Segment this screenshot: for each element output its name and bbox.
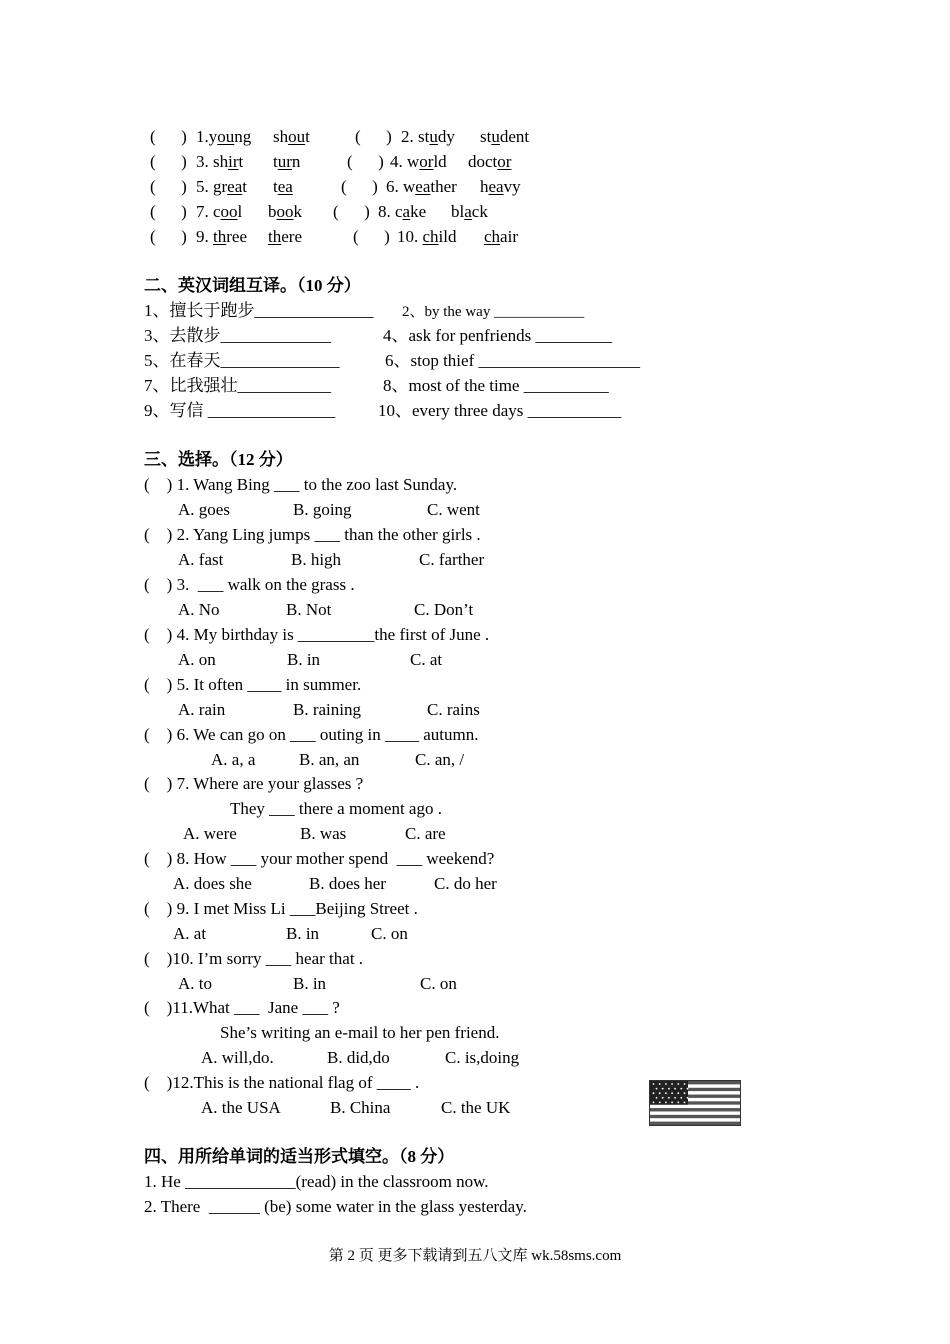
flag-stripe bbox=[650, 1105, 740, 1109]
phonics-word: three bbox=[213, 227, 247, 246]
phrase-7: 7、比我强壮___________ bbox=[144, 376, 331, 395]
flag-star bbox=[653, 1083, 655, 1085]
q10-option-c: C. on bbox=[420, 974, 457, 993]
phonics-compare-word bbox=[268, 202, 302, 222]
question-7: ( ) 7. Where are your glasses ? bbox=[144, 774, 364, 793]
flag-star bbox=[656, 1097, 658, 1099]
phonics-item-5b: 10. child bbox=[397, 227, 457, 246]
phrase-10: 10、every three days ___________ bbox=[378, 401, 622, 420]
q11-option-b: B. did,do bbox=[327, 1048, 390, 1067]
phonics-word: cake bbox=[395, 202, 427, 221]
q6-option-c: C. an, / bbox=[415, 750, 465, 769]
phonics-compare-word bbox=[480, 127, 529, 147]
q4-option-c: C. at bbox=[410, 650, 443, 669]
flag-star bbox=[674, 1097, 676, 1099]
phrase-9: 9、写信 _______________ bbox=[144, 401, 336, 420]
flag-stripe bbox=[650, 1115, 740, 1119]
answer-paren: ( ) bbox=[150, 152, 187, 171]
phonics-item-3b: 6. weather bbox=[386, 177, 457, 196]
question-7-reply: They ___ there a moment ago . bbox=[230, 799, 442, 818]
flag-star bbox=[671, 1102, 673, 1104]
phonics-word: shout bbox=[273, 127, 310, 146]
q8-option-a: A. does she bbox=[173, 874, 252, 893]
page-footer: 第 2 页 更多下载请到五八文库 wk.58sms.com bbox=[328, 1248, 622, 1264]
phonics-word: child bbox=[422, 227, 457, 246]
fill-in-2: 2. There ______ (be) some water in the glass yesterday. bbox=[144, 1197, 527, 1216]
q11-option-c: C. is,doing bbox=[445, 1048, 520, 1067]
phonics-word: chair bbox=[484, 227, 518, 246]
flag-star bbox=[687, 1088, 689, 1090]
section2-title: 二、英汉词组互译。（10 分） bbox=[144, 276, 361, 295]
question-8: ( ) 8. How ___ your mother spend ___ weekend? bbox=[144, 849, 495, 868]
flag-star bbox=[671, 1083, 673, 1085]
phonics-item-4a: 7. cool bbox=[196, 202, 243, 221]
phonics-word: student bbox=[480, 127, 530, 146]
section4-title: 四、用所给单词的适当形式填空。（8 分） bbox=[144, 1147, 455, 1166]
flag-star bbox=[665, 1102, 667, 1104]
q4-option-a: A. on bbox=[178, 650, 216, 669]
flag-star bbox=[656, 1088, 658, 1090]
q2-option-b: B. high bbox=[291, 550, 342, 569]
phrase-4: 4、ask for penfriends _________ bbox=[383, 326, 612, 345]
question-11-reply: She’s writing an e-mail to her pen friend. bbox=[220, 1023, 500, 1042]
phrase-2: 2、by the way ____________ bbox=[402, 304, 585, 320]
phonics-compare-word bbox=[468, 152, 511, 172]
q12-option-a: A. the USA bbox=[201, 1098, 281, 1117]
answer-paren: ( ) bbox=[150, 177, 187, 196]
phonics-compare-word bbox=[480, 177, 521, 197]
q7-option-c: C. are bbox=[405, 824, 446, 843]
flag-star bbox=[680, 1088, 682, 1090]
flag-star bbox=[668, 1088, 670, 1090]
flag-star bbox=[668, 1097, 670, 1099]
phrase-3: 3、去散步_____________ bbox=[144, 326, 331, 345]
phonics-item-3a: 5. great bbox=[196, 177, 247, 196]
q9-option-c: C. on bbox=[371, 924, 408, 943]
phonics-word: cool bbox=[213, 202, 243, 221]
question-12: ( )12.This is the national flag of ____ . bbox=[144, 1073, 420, 1092]
phonics-item-1b: 2. study bbox=[401, 127, 455, 146]
q2-option-a: A. fast bbox=[178, 550, 224, 569]
q7-option-b: B. was bbox=[300, 824, 347, 843]
phonics-word: turn bbox=[273, 152, 301, 171]
question-5: ( ) 5. It often ____ in summer. bbox=[144, 675, 362, 694]
phonics-word: heavy bbox=[480, 177, 521, 196]
flag-star bbox=[674, 1088, 676, 1090]
answer-paren: ( ) bbox=[355, 127, 392, 146]
flag-star bbox=[677, 1092, 679, 1094]
phonics-item-1a: 1.young bbox=[196, 127, 252, 146]
phonics-word: young bbox=[208, 127, 252, 146]
q3-option-b: B. Not bbox=[286, 600, 332, 619]
flag-star bbox=[684, 1083, 686, 1085]
answer-paren: ( ) bbox=[150, 127, 187, 146]
answer-paren: ( ) bbox=[353, 227, 390, 246]
flag-stripe bbox=[650, 1111, 740, 1115]
section3-title: 三、选择。（12 分） bbox=[144, 450, 293, 469]
phonics-item-4b: 8. cake bbox=[378, 202, 427, 221]
flag-star bbox=[687, 1097, 689, 1099]
flag-canton bbox=[650, 1081, 688, 1105]
flag-star bbox=[665, 1092, 667, 1094]
phonics-word: world bbox=[407, 152, 447, 171]
flag-star bbox=[680, 1097, 682, 1099]
flag-stripe bbox=[650, 1122, 740, 1125]
phonics-word: book bbox=[268, 202, 302, 221]
question-9: ( ) 9. I met Miss Li ___Beijing Street . bbox=[144, 899, 418, 918]
q1-option-a: A. goes bbox=[178, 500, 230, 519]
q12-option-b: B. China bbox=[330, 1098, 391, 1117]
answer-paren: ( ) bbox=[150, 202, 187, 221]
q4-option-b: B. in bbox=[287, 650, 321, 669]
q6-option-a: A. a, a bbox=[211, 750, 256, 769]
flag-star bbox=[659, 1092, 661, 1094]
q5-option-b: B. raining bbox=[293, 700, 361, 719]
phonics-compare-word bbox=[273, 177, 293, 197]
q3-option-a: A. No bbox=[178, 600, 220, 619]
q3-option-c: C. Don’t bbox=[414, 600, 474, 619]
phonics-item-2b: 4. world bbox=[390, 152, 447, 171]
question-6: ( ) 6. We can go on ___ outing in ____ autumn. bbox=[144, 725, 479, 744]
answer-paren: ( ) bbox=[150, 227, 187, 246]
q8-option-c: C. do her bbox=[434, 874, 497, 893]
question-2: ( ) 2. Yang Ling jumps ___ than the other girls . bbox=[144, 525, 481, 544]
q10-option-a: A. to bbox=[178, 974, 212, 993]
question-4: ( ) 4. My birthday is _________the first of June . bbox=[144, 625, 490, 644]
q12-option-c: C. the UK bbox=[441, 1098, 511, 1117]
flag-star bbox=[671, 1092, 673, 1094]
q1-option-b: B. going bbox=[293, 500, 352, 519]
flag-star bbox=[659, 1102, 661, 1104]
q11-option-a: A. will,do. bbox=[201, 1048, 274, 1067]
q5-option-a: A. rain bbox=[178, 700, 226, 719]
flag-star bbox=[662, 1088, 664, 1090]
phonics-compare-word bbox=[268, 227, 302, 247]
flag-star bbox=[677, 1102, 679, 1104]
flag-star bbox=[659, 1083, 661, 1085]
phonics-compare-word bbox=[484, 227, 518, 247]
phonics-compare-word bbox=[451, 202, 488, 222]
phrase-5: 5、在春天______________ bbox=[144, 351, 340, 370]
flag-star bbox=[653, 1102, 655, 1104]
q5-option-c: C. rains bbox=[427, 700, 480, 719]
flag-stripe bbox=[650, 1108, 740, 1112]
phonics-word: study bbox=[418, 127, 455, 146]
phonics-word: great bbox=[213, 177, 247, 196]
phrase-6: 6、stop thief ___________________ bbox=[385, 351, 640, 370]
fill-in-1: 1. He _____________(read) in the classroom now. bbox=[144, 1172, 489, 1191]
question-11: ( )11.What ___ Jane ___ ? bbox=[144, 998, 340, 1017]
phrase-1: 1、擅长于跑步______________ bbox=[144, 301, 374, 320]
phonics-item-5a: 9. three bbox=[196, 227, 247, 246]
phonics-item-2a: 3. shirt bbox=[196, 152, 244, 171]
answer-paren: ( ) bbox=[333, 202, 370, 221]
q1-option-c: C. went bbox=[427, 500, 480, 519]
q9-option-b: B. in bbox=[286, 924, 320, 943]
phonics-word: doctor bbox=[468, 152, 512, 171]
us-flag-image bbox=[649, 1080, 741, 1126]
phonics-word: tea bbox=[273, 177, 293, 196]
q10-option-b: B. in bbox=[293, 974, 327, 993]
phonics-word: there bbox=[268, 227, 302, 246]
question-3: ( ) 3. ___ walk on the grass . bbox=[144, 575, 355, 594]
q6-option-b: B. an, an bbox=[299, 750, 360, 769]
q2-option-c: C. farther bbox=[419, 550, 485, 569]
flag-star bbox=[684, 1092, 686, 1094]
q7-option-a: A. were bbox=[183, 824, 237, 843]
flag-stripe bbox=[650, 1118, 740, 1122]
flag-star bbox=[653, 1092, 655, 1094]
question-1: ( ) 1. Wang Bing ___ to the zoo last Sunday. bbox=[144, 475, 458, 494]
phonics-compare-word bbox=[273, 127, 310, 147]
answer-paren: ( ) bbox=[341, 177, 378, 196]
flag-star bbox=[665, 1083, 667, 1085]
flag-star bbox=[677, 1083, 679, 1085]
phrase-8: 8、most of the time __________ bbox=[383, 376, 609, 395]
phonics-word: black bbox=[451, 202, 488, 221]
phonics-word: shirt bbox=[213, 152, 244, 171]
flag-star bbox=[662, 1097, 664, 1099]
phonics-word: weather bbox=[403, 177, 457, 196]
q9-option-a: A. at bbox=[173, 924, 207, 943]
q8-option-b: B. does her bbox=[309, 874, 386, 893]
phonics-compare-word bbox=[273, 152, 300, 172]
question-10: ( )10. I’m sorry ___ hear that . bbox=[144, 949, 364, 968]
answer-paren: ( ) bbox=[347, 152, 384, 171]
flag-star bbox=[684, 1102, 686, 1104]
